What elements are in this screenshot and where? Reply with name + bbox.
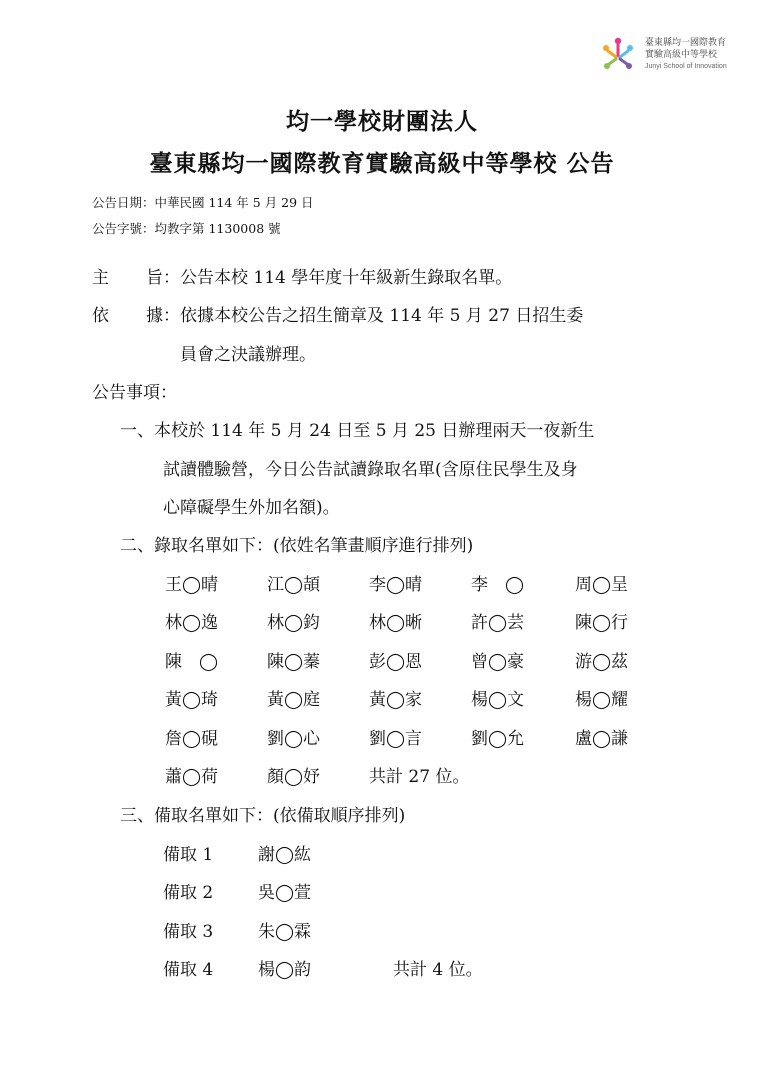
alternate-name: 吳◯萱 [258, 883, 312, 903]
student-name: 劉◯言 [369, 729, 423, 749]
title-line1: 均一學校財團法人 [286, 108, 478, 135]
item3-heading: 三、備取名單如下：(依備取順序排列) [120, 806, 406, 826]
student-name: 許◯芸 [471, 613, 525, 633]
admitted-total: 共計 27 位。 [369, 767, 470, 787]
school-logo [597, 34, 727, 76]
announcement-number: 公告字號：均教字第 1130008 號 [92, 221, 281, 236]
logo-name-line2: 實驗高級中等學校 [645, 50, 718, 60]
title-line2: 臺東縣均一國際教育實驗高級中等學校 公告 [149, 150, 615, 177]
basis-label-b: 據 [146, 306, 163, 326]
student-name: 黃◯琦 [165, 690, 219, 710]
item1-line1: 一、本校於 114 年 5 月 24 日至 5 月 25 日辦理兩天一夜新生 [120, 421, 595, 441]
item1-line3: 心障礙學生外加名額)。 [163, 498, 340, 518]
student-name: 王◯晴 [165, 575, 219, 595]
student-name: 林◯晰 [369, 613, 423, 633]
student-name: 李 ◯ [471, 575, 525, 595]
student-name: 陳 ◯ [165, 652, 219, 672]
student-name: 黃◯庭 [267, 690, 321, 710]
student-name: 詹◯硯 [165, 729, 219, 749]
announcement-date: 公告日期：中華民國 114 年 5 月 29 日 [92, 195, 314, 210]
student-name: 劉◯心 [267, 729, 321, 749]
alternate-rank: 備取 4 [163, 960, 214, 980]
basis-text-2: 員會之決議辦理。 [180, 345, 316, 365]
alternate-name: 朱◯霖 [258, 922, 312, 942]
alternate-name: 楊◯韵 [258, 960, 312, 980]
student-name: 林◯逸 [165, 613, 219, 633]
basis-line [92, 301, 583, 326]
item1-line2: 試讀體驗營，今日公告試讀錄取名單(含原住民學生及身 [163, 460, 578, 480]
basis-label-a: 依 [92, 306, 109, 326]
student-name: 周◯呈 [575, 575, 629, 595]
student-name: 陳◯行 [575, 613, 629, 633]
alternate-rank: 備取 3 [163, 922, 214, 942]
student-name: 黃◯家 [369, 690, 423, 710]
subject-label-b: 旨 [146, 268, 163, 288]
alternate-rank: 備取 1 [163, 845, 214, 865]
logo-english-name: Junyi School of Innovation [645, 63, 727, 70]
student-name: 彭◯恩 [369, 652, 423, 672]
student-name: 楊◯文 [471, 690, 525, 710]
alternate-rank: 備取 2 [163, 883, 214, 903]
student-name: 林◯鈞 [267, 613, 321, 633]
student-name: 陳◯蓁 [267, 652, 321, 672]
alternates-total: 共計 4 位。 [393, 960, 483, 980]
subject-label-a: 主 [92, 268, 109, 288]
student-name: 劉◯允 [471, 729, 525, 749]
school-logo-icon [597, 34, 639, 76]
student-name: 蕭◯荷 [165, 767, 219, 787]
alternate-name: 謝◯紘 [258, 845, 312, 865]
subject-text: ：公告本校 114 學年度十年級新生錄取名單。 [163, 268, 513, 288]
student-name: 楊◯耀 [575, 690, 629, 710]
student-name: 江◯頡 [267, 575, 321, 595]
student-name: 游◯茲 [575, 652, 629, 672]
basis-text-1: ：依據本校公告之招生簡章及 114 年 5 月 27 日招生委 [163, 306, 584, 326]
logo-name-line1: 臺東縣均一國際教育 [645, 38, 727, 48]
matters-label: 公告事項： [92, 383, 177, 403]
subject-line [92, 263, 512, 288]
student-name: 顏◯妤 [267, 767, 321, 787]
student-name: 曾◯豪 [471, 652, 525, 672]
student-name: 盧◯謙 [575, 729, 629, 749]
student-name: 李◯晴 [369, 575, 423, 595]
item2-heading: 二、錄取名單如下：(依姓名筆畫順序進行排列) [120, 536, 474, 556]
